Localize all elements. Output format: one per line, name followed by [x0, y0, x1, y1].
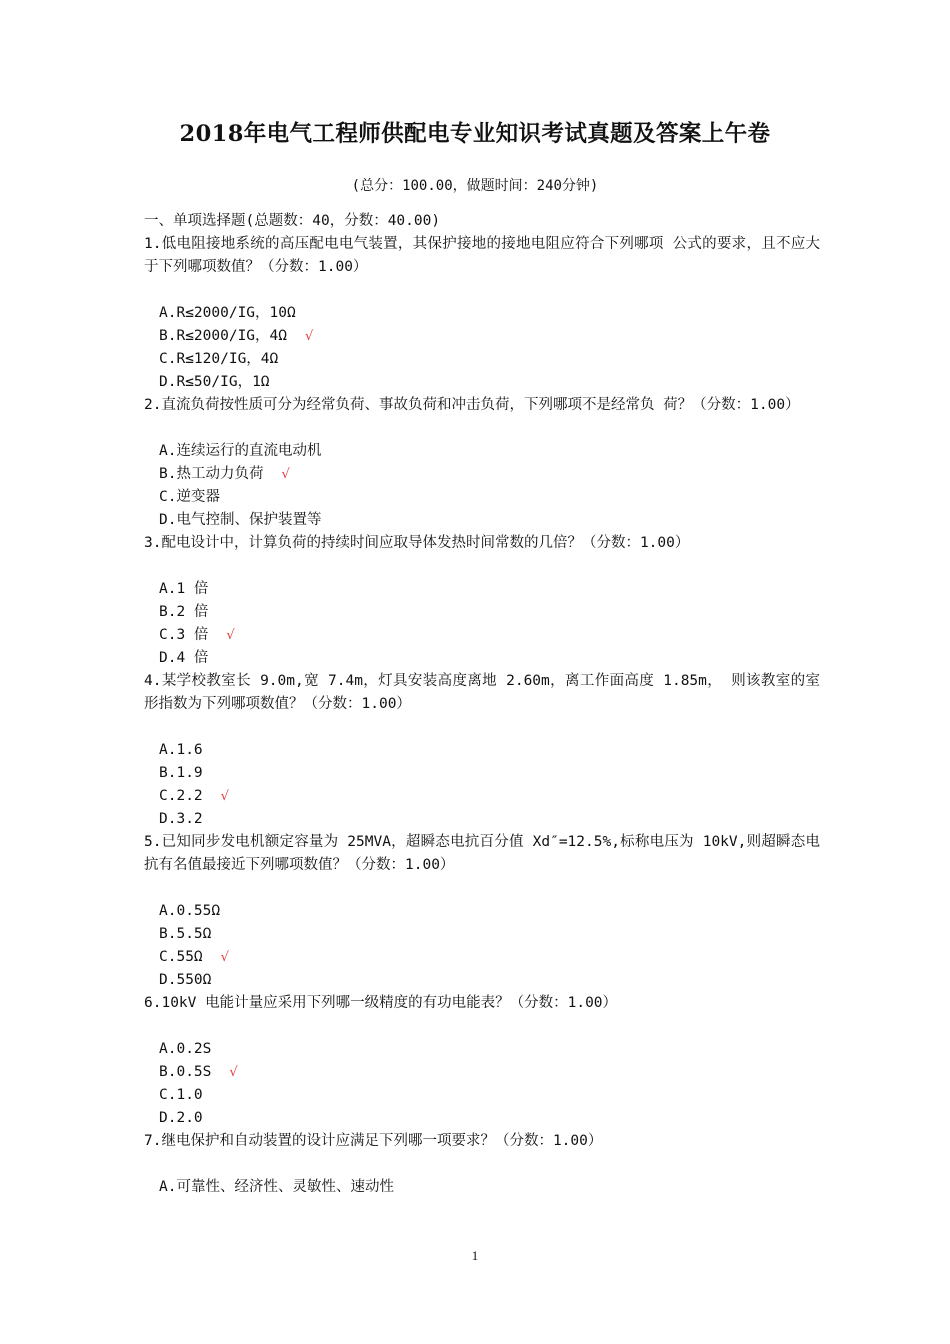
answer-option [159, 808, 820, 831]
option-text: C.逆变器 [159, 489, 220, 505]
answer-option [159, 578, 820, 601]
option-text: B.1.9 [159, 765, 203, 781]
answer-option [159, 624, 820, 647]
option-text: C.1.0 [159, 1087, 203, 1103]
option-list [144, 1038, 820, 1130]
answer-option [159, 601, 820, 624]
answer-option [159, 923, 820, 946]
answer-option [159, 486, 820, 509]
answer-option [159, 1038, 820, 1061]
option-text: A.1 倍 [159, 581, 209, 597]
option-text: A.可靠性、经济性、灵敏性、速动性 [159, 1179, 394, 1195]
question-stem: 4.某学校教室长 9.0m,宽 7.4m，灯具安装高度离地 2.60m，离工作面高度 1.85m， 则该教室的室形指数为下列哪项数值？（分数：1.00） [144, 673, 820, 712]
answer-option [159, 325, 820, 348]
correct-check-icon: √ [220, 950, 229, 965]
question-4 [144, 670, 820, 831]
question-list [144, 233, 820, 1199]
answer-option [159, 900, 820, 923]
section-heading: 一、单项选择题(总题数：40，分数：40.00) [144, 213, 441, 229]
option-text: A.R≤2000/IG，10Ω [159, 305, 296, 321]
option-text: D.550Ω [159, 972, 212, 988]
answer-option [159, 1061, 820, 1084]
correct-check-icon: √ [229, 1065, 238, 1080]
page-title: 2018年电气工程师供配电专业知识考试真题及答案上午卷 [179, 121, 771, 147]
answer-option [159, 440, 820, 463]
question-2 [144, 394, 820, 532]
question-stem: 2.直流负荷按性质可分为经常负荷、事故负荷和冲击负荷，下列哪项不是经常负 荷？（分数：1.00） [144, 397, 800, 413]
spacer [144, 279, 820, 302]
answer-option [159, 785, 820, 808]
question-stem: 3.配电设计中，计算负荷的持续时间应取导体发热时间常数的几倍？（分数：1.00） [144, 535, 690, 551]
option-text: B.2 倍 [159, 604, 209, 620]
correct-check-icon: √ [220, 789, 229, 804]
option-text: A.1.6 [159, 742, 203, 758]
option-text: C.3 倍 [159, 627, 209, 643]
option-text: A.连续运行的直流电动机 [159, 443, 322, 459]
option-text: D.3.2 [159, 811, 203, 827]
option-text: A.0.2S [159, 1041, 212, 1057]
option-text: B.热工动力负荷 [159, 466, 264, 482]
option-list [144, 900, 820, 992]
spacer [144, 417, 820, 440]
option-list [144, 1176, 820, 1199]
answer-option [159, 509, 820, 532]
option-text: B.0.5S [159, 1064, 212, 1080]
answer-option [159, 739, 820, 762]
option-text: C.55Ω [159, 949, 203, 965]
spacer [144, 877, 820, 900]
question-5 [144, 831, 820, 992]
page-number: 1 [471, 1248, 479, 1263]
correct-check-icon: √ [305, 329, 314, 344]
option-text: B.5.5Ω [159, 926, 212, 942]
answer-option [159, 302, 820, 325]
correct-check-icon: √ [226, 628, 235, 643]
answer-option [159, 463, 820, 486]
question-stem: 1.低电阻接地系统的高压配电电气装置，其保护接地的接地电阻应符合下列哪项 公式的要求，且不应大于下列哪项数值？（分数：1.00） [144, 236, 820, 275]
spacer [144, 1153, 820, 1176]
question-6 [144, 992, 820, 1130]
option-text: D.4 倍 [159, 650, 209, 666]
option-text: D.电气控制、保护装置等 [159, 512, 322, 528]
option-list [144, 578, 820, 670]
question-7 [144, 1130, 820, 1199]
answer-option [159, 1084, 820, 1107]
answer-option [159, 647, 820, 670]
correct-check-icon: √ [281, 467, 290, 482]
spacer [144, 716, 820, 739]
option-text: B.R≤2000/IG，4Ω [159, 328, 287, 344]
question-stem: 7.继电保护和自动装置的设计应满足下列哪一项要求？（分数：1.00） [144, 1133, 603, 1149]
option-list [144, 440, 820, 532]
answer-option [159, 1107, 820, 1130]
option-text: A.0.55Ω [159, 903, 221, 919]
document-body [144, 210, 820, 1199]
option-text: D.R≤50/IG，1Ω [159, 374, 270, 390]
option-text: D.2.0 [159, 1110, 203, 1126]
question-stem: 5.已知同步发电机额定容量为 25MVA，超瞬态电抗百分值 Xd″=12.5%,标称电压为 10kV,则超瞬态电抗有名值最接近下列哪项数值？（分数：1.00） [144, 834, 820, 873]
answer-option [159, 762, 820, 785]
spacer [144, 555, 820, 578]
question-3 [144, 532, 820, 670]
option-list [144, 739, 820, 831]
answer-option [159, 969, 820, 992]
exam-info: (总分：100.00，做题时间：240分钟) [351, 178, 599, 194]
question-1 [144, 233, 820, 394]
answer-option [159, 348, 820, 371]
option-text: C.2.2 [159, 788, 203, 804]
answer-option [159, 946, 820, 969]
answer-option [159, 1176, 820, 1199]
answer-option [159, 371, 820, 394]
spacer [144, 1015, 820, 1038]
question-stem: 6.10kV 电能计量应采用下列哪一级精度的有功电能表？（分数：1.00） [144, 995, 618, 1011]
option-list [144, 302, 820, 394]
option-text: C.R≤120/IG，4Ω [159, 351, 279, 367]
